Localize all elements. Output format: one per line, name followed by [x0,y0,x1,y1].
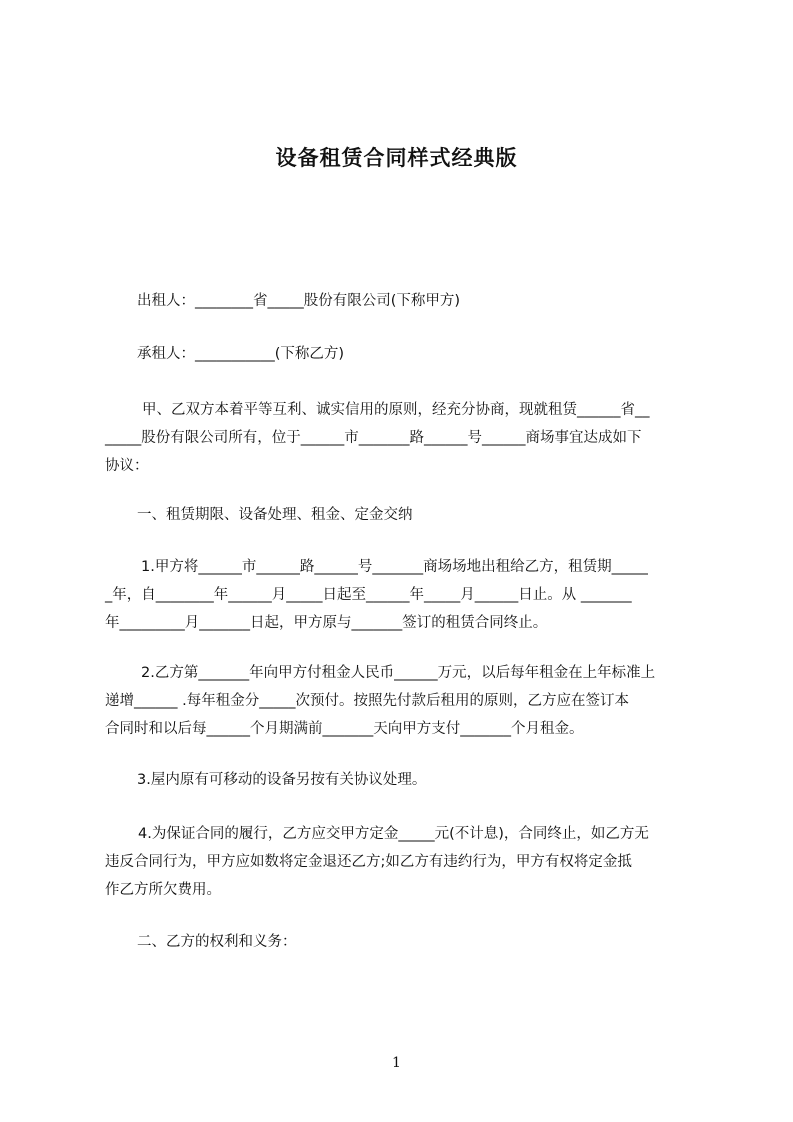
section-2-heading: 二、乙方的权利和义务： [137,934,297,950]
clause-1-paragraph [105,553,703,637]
lessee-line: 承租人：___________(下称乙方) [137,346,345,362]
lessor-line: 出租人：________省_____股份有限公司(下称甲方) [137,293,461,309]
document-title: 设备租赁合同样式经典版 [275,146,518,170]
clause-3-line: 3.屋内原有可移动的设备另按有关协议处理。 [137,772,427,788]
clause-1-line-3: 年_________月_______日起，甲方原与_______签订的租赁合同终止。 [105,615,548,631]
clause-2-line-3: 合同时和以后每______个月期满前_______天向甲方支付_______个月租金。 [105,721,584,737]
clause-4-line-3: 作乙方所欠费用。 [105,882,221,898]
page-number: 1 [392,1055,401,1071]
clause-2-line-2: 递增______ .每年租金分_____次预付。按照先付款后租用的原则，乙方应在签订本 [105,693,629,709]
preamble-line-1: 甲、乙双方本着平等互利、诚实信用的原则，经充分协商，现就租赁______省__ [142,402,650,418]
clause-4-paragraph [105,820,703,904]
clause-1-line-2: _年，自________年______月_____日起至______年_____月______日止。从 _______ [105,587,632,603]
preamble-line-2: _____股份有限公司所有，位于______市_______路______号______商场事宜达成如下 [105,430,642,446]
clause-2-line-1: 2.乙方第_______年向甲方付租金人民币______万元，以后每年租金在上年标准上 [141,665,656,681]
preamble-line-3: 协议： [105,458,149,474]
clause-4-line-2: 违反合同行为，甲方应如数将定金退还乙方;如乙方有违约行为，甲方有权将定金抵 [105,854,632,870]
clause-1-line-1: 1.甲方将______市______路______号_______商场场地出租给乙方，租赁期_____ [141,559,648,575]
section-1-heading: 一、租赁期限、设备处理、租金、定金交纳 [137,507,413,523]
clause-2-paragraph [105,659,703,743]
preamble-paragraph [105,396,703,480]
clause-4-line-1: 4.为保证合同的履行，乙方应交甲方定金_____元(不计息)，合同终止，如乙方无 [138,826,649,842]
